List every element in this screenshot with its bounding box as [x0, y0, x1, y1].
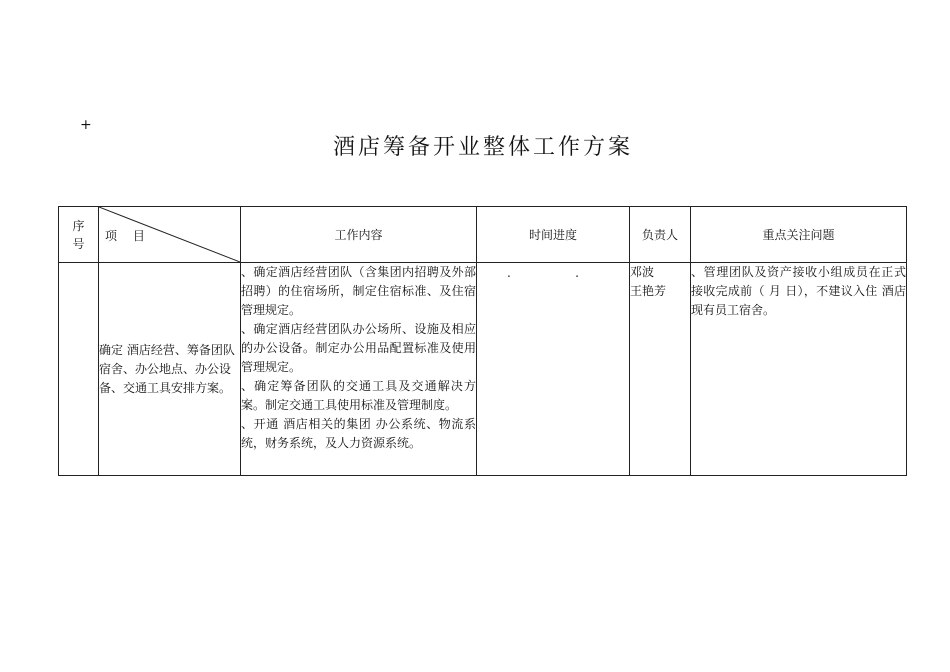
header-seq-top: 序: [72, 218, 85, 233]
content-line: 、确定筹备团队的交通工具及交通解决方案。制定交通工具使用标准及管理制度。: [241, 379, 476, 412]
header-owner: 负责人: [630, 207, 691, 263]
owner-name: 王艳芳: [630, 284, 667, 298]
row-owner: [630, 263, 691, 476]
header-focus: 重点关注问题: [691, 207, 907, 263]
content-line: 、确定酒店经营团队（含集团内招聘及外部招聘）的住宿场所，制定住宿标准、及住宿管理规定。: [241, 265, 476, 317]
time-mark: .: [575, 266, 579, 280]
content-line: 、开通 酒店相关的集团 办公系统、物流系统，财务系统，及人力资源系统。: [241, 417, 476, 450]
row-item: 确定 酒店经营、筹备团队宿舍、办公地点、办公设备、交通工具安排方案。: [99, 263, 241, 476]
header-item: [99, 207, 241, 263]
table-row: [59, 263, 907, 476]
header-content: 工作内容: [241, 207, 477, 263]
row-content: [241, 263, 477, 476]
row-seq: [59, 263, 99, 476]
header-item-label: 项 目: [105, 229, 151, 243]
insert-marker: +: [80, 117, 92, 133]
table-header-row: [59, 207, 907, 263]
owner-name: 邓波: [630, 265, 655, 279]
row-focus: 、管理团队及资产接收小组成员在正式接收完成前（ 月 日），不建议入住 酒店现有员工宿舍。: [691, 263, 907, 476]
time-mark: .: [507, 266, 511, 280]
content-line: 、确定酒店经营团队办公场所、设施及相应的办公设备。制定办公用品配置标准及使用管理规定。: [241, 322, 476, 374]
row-time: [477, 263, 630, 476]
header-seq-bottom: 号: [72, 236, 85, 251]
header-seq: [59, 207, 99, 263]
header-time: 时间进度: [477, 207, 630, 263]
page-title: 酒店筹备开业整体工作方案: [332, 135, 633, 160]
work-plan-table: [58, 206, 907, 476]
